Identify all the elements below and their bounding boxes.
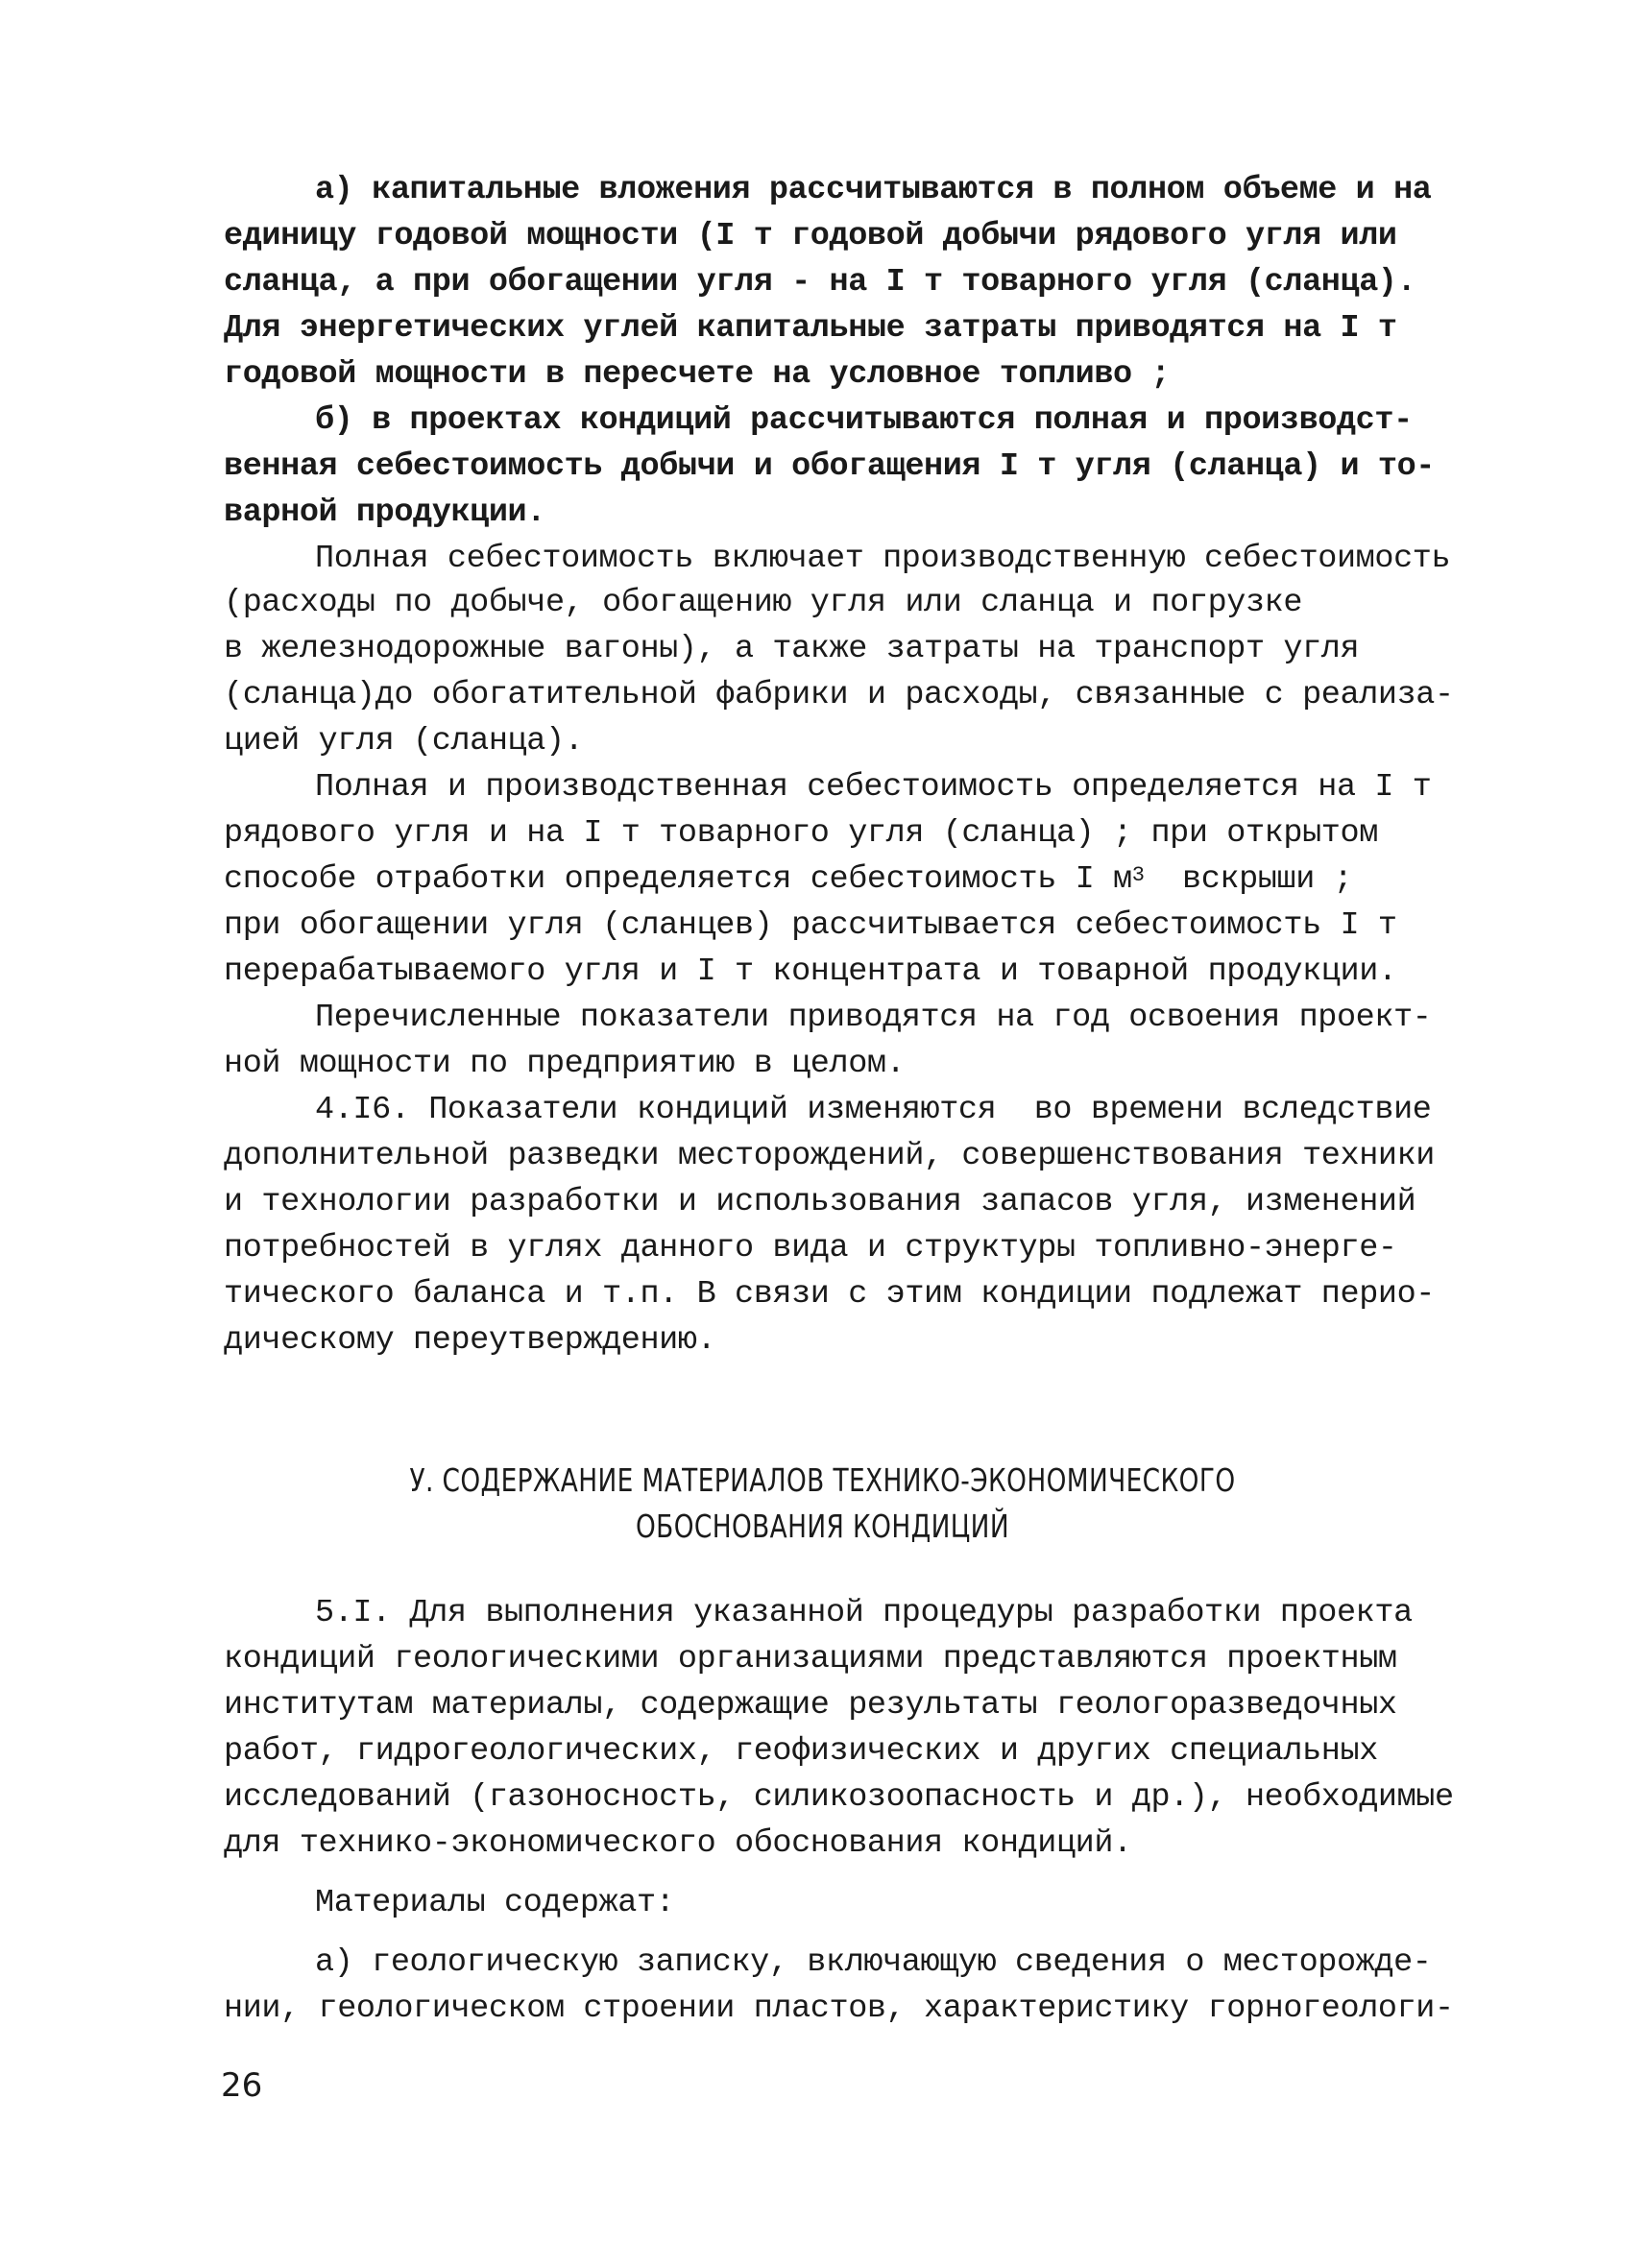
text-segment: вскрыши ; [1144, 861, 1353, 898]
text-line: Материалы содержат: [315, 1885, 675, 1921]
text-line: дополнительной разведки месторождений, совершенствования техники [224, 1138, 1436, 1174]
section-heading: ОБОСНОВАНИЯ КОНДИЦИЙ [636, 1508, 1009, 1545]
text-segment: способе отработки определяется себестоимость I м [224, 861, 1132, 898]
text-line: ной мощности по предприятию в целом. [224, 1046, 906, 1082]
text-line: потребностей в углях данного вида и структуры топливно-энерге- [224, 1230, 1397, 1267]
text-line: (расходы по добыче, обогащению угля или сланца и погрузке [224, 585, 1303, 621]
text-line: в железнодорожные вагоны), а также затраты на транспорт угля [224, 631, 1360, 667]
text-line: венная себестоимость добычи и обогащения I т угля (сланца) и то- [224, 448, 1436, 485]
text-line: годовой мощности в пересчете на условное топливо ; [224, 356, 1171, 393]
section-heading: У. СОДЕРЖАНИЕ МАТЕРИАЛОВ ТЕХНИКО-ЭКОНОМИЧЕСКОГО [409, 1461, 1236, 1499]
text-line: а) геологическую записку, включающую сведения о месторожде- [315, 1944, 1432, 1981]
text-line: дическому переутверждению. [224, 1322, 716, 1359]
text-line: работ, гидрогеологических, геофизических и других специальных [224, 1733, 1378, 1770]
text-line: 4.I6. Показатели кондиций изменяются во времени вследствие [315, 1092, 1432, 1128]
page-number: 26 [221, 2066, 263, 2105]
text-line: б) в проектах кондиций рассчитываются полная и производст- [315, 402, 1413, 439]
text-line: а) капитальные вложения рассчитываются в полном объеме и на [315, 172, 1432, 208]
text-line: Полная и производственная себестоимость определяется на I т [315, 769, 1432, 806]
text-line: для технико-экономического обоснования кондиций. [224, 1825, 1132, 1862]
text-line: единицу годовой мощности (I т годовой добычи рядового угля или [224, 218, 1397, 254]
superscript-cube: 3 [1131, 863, 1145, 887]
text-line: цией угля (сланца). [224, 723, 584, 760]
text-line: Для энергетических углей капитальные затраты приводятся на I т [224, 310, 1397, 347]
text-line: сланца, а при обогащении угля - на I т товарного угля (сланца). [224, 264, 1416, 301]
text-line: 5.I. Для выполнения указанной процедуры разработки проекта [315, 1595, 1413, 1631]
text-line [224, 860, 1352, 899]
text-line: перерабатываемого угля и I т концентрата и товарной продукции. [224, 953, 1397, 990]
text-line: (сланца)до обогатительной фабрики и расходы, связанные с реализа- [224, 677, 1454, 713]
text-line: рядового угля и на I т товарного угля (сланца) ; при открытом [224, 815, 1378, 852]
text-line: и технологии разработки и использования запасов угля, изменений [224, 1184, 1416, 1220]
text-line: исследований (газоносность, силикозоопасность и др.), необходимые [224, 1779, 1454, 1816]
text-line: Перечисленные показатели приводятся на год освоения проект- [315, 1000, 1432, 1036]
text-line: при обогащении угля (сланцев) рассчитывается себестоимость I т [224, 907, 1397, 944]
text-line: тического баланса и т.п. В связи с этим кондиции подлежат перио- [224, 1276, 1436, 1313]
text-line: варной продукции. [224, 495, 545, 531]
text-line: кондиций геологическими организациями представляются проектным [224, 1641, 1397, 1677]
text-line: нии, геологическом строении пластов, характеристику горногеологи- [224, 1991, 1454, 2027]
text-line: Полная себестоимость включает производственную себестоимость [315, 541, 1451, 577]
text-line: институтам материалы, содержащие результаты геологоразведочных [224, 1687, 1397, 1724]
